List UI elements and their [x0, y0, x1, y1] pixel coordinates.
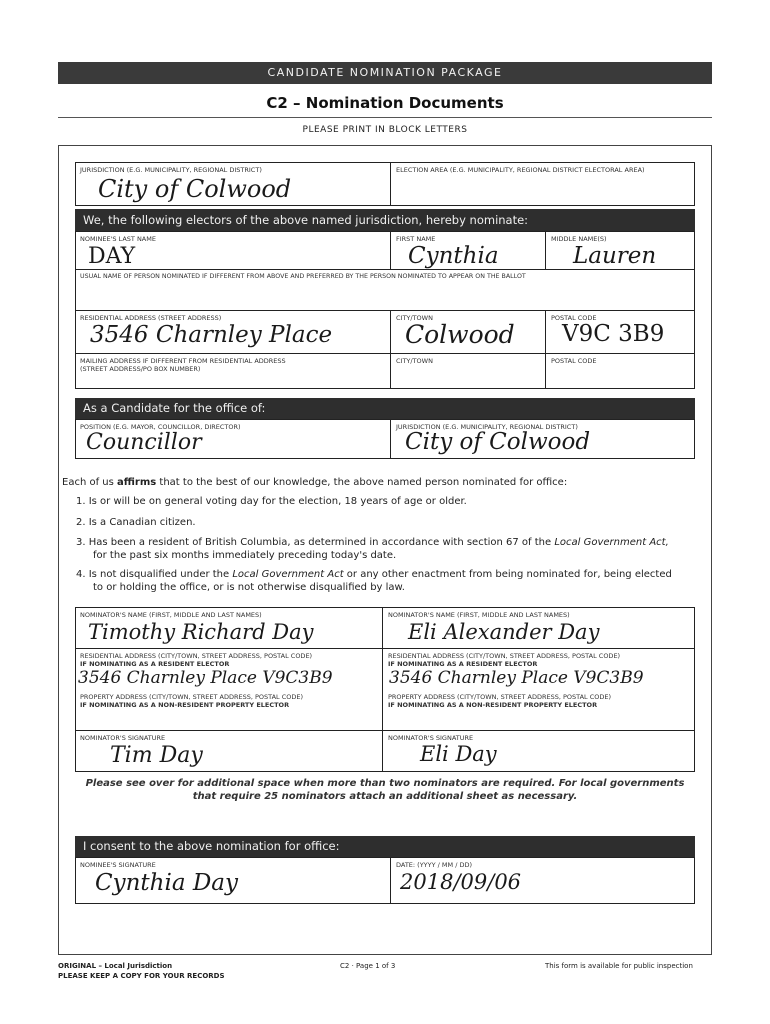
nominator-2-property-sublabel: IF NOMINATING AS A NON-RESIDENT PROPERTY ELECTOR [388, 701, 598, 709]
candidate-office-bar: As a Candidate for the office of: [75, 398, 695, 419]
title-divider [58, 117, 712, 118]
mailing-city-field[interactable] [396, 367, 541, 387]
affirm-intro-bold: affirms [117, 477, 157, 488]
city-label: CITY/TOWN [396, 314, 433, 322]
additional-nominators-note-cont: that require 25 nominators attach an additional sheet as necessary. [192, 791, 578, 802]
nominator-2-signature[interactable]: Eli Day [420, 742, 497, 766]
mailing-postal-label: POSTAL CODE [551, 357, 597, 365]
affirm-intro-end: that to the best of our knowledge, the above named person nominated for office: [156, 477, 568, 488]
nominee-last-name-label: NOMINEE'S LAST NAME [80, 235, 156, 243]
office-jurisdiction-field[interactable]: City of Colwood [405, 429, 591, 455]
divider [75, 353, 695, 354]
mailing-address-field[interactable] [80, 374, 385, 388]
affirm-item-3-start: 3. Has been a resident of British Columbia, as determined in accordance with section 67 of the [76, 537, 555, 548]
nominee-last-name-field[interactable]: DAY [88, 244, 136, 269]
nominator-2-residential-label: RESIDENTIAL ADDRESS (CITY/TOWN, STREET ADDRESS, POSTAL CODE) [388, 652, 621, 660]
nominator-2-residential-field[interactable]: 3546 Charnley Place V9C3B9 [389, 668, 644, 688]
nominator-1-property-label: PROPERTY ADDRESS (CITY/TOWN, STREET ADDRESS, POSTAL CODE) [80, 693, 304, 701]
election-area-field[interactable] [396, 176, 691, 204]
position-field[interactable]: Councillor [86, 430, 202, 455]
affirm-item-4 [76, 568, 672, 581]
nominator-2-property-field[interactable] [388, 710, 690, 728]
nominator-2-signature-label: NOMINATOR'S SIGNATURE [388, 734, 474, 742]
postal-code-field[interactable]: V9C 3B9 [562, 321, 665, 347]
affirm-item-4-mid: or any other enactment from being nominated for, being elected [343, 569, 672, 580]
divider [75, 310, 695, 311]
nominate-bar: We, the following electors of the above named jurisdiction, hereby nominate: [75, 209, 695, 231]
date-label: DATE: (YYYY / MM / DD) [396, 861, 472, 869]
first-name-label: FIRST NAME [396, 235, 436, 243]
divider [390, 231, 391, 269]
affirm-item-4-cont: to or holding the office, or is not otherwise disqualified by law. [93, 582, 405, 593]
footer-keep-copy: PLEASE KEEP A COPY FOR YOUR RECORDS [58, 972, 225, 980]
usual-name-field[interactable] [80, 282, 690, 308]
package-banner: CANDIDATE NOMINATION PACKAGE [58, 62, 712, 84]
divider [390, 857, 391, 904]
nominator-2-name-field[interactable]: Eli Alexander Day [408, 620, 600, 644]
affirm-item-3-act: Local Government Act, [554, 537, 669, 548]
middle-name-field[interactable]: Lauren [573, 243, 657, 269]
divider [545, 231, 546, 269]
nominator-1-name-field[interactable]: Timothy Richard Day [88, 620, 314, 644]
affirm-item-1: 1. Is or will be on general voting day for the election, 18 years of age or older. [76, 496, 467, 507]
affirm-item-3-cont: for the past six months immediately preceding today's date. [93, 550, 397, 561]
postal-code-label: POSTAL CODE [551, 314, 597, 322]
mailing-address-sublabel: (STREET ADDRESS/PO BOX NUMBER) [80, 365, 201, 373]
mailing-address-label: MAILING ADDRESS IF DIFFERENT FROM RESIDENTIAL ADDRESS [80, 357, 286, 365]
affirm-intro [62, 476, 567, 489]
residential-address-field[interactable]: 3546 Charnley Place [90, 322, 333, 348]
nominator-2-residential-sublabel: IF NOMINATING AS A RESIDENT ELECTOR [388, 660, 538, 668]
divider [382, 607, 383, 772]
nominator-1-signature-label: NOMINATOR'S SIGNATURE [80, 734, 166, 742]
usual-name-label: USUAL NAME OF PERSON NOMINATED IF DIFFERENT FROM ABOVE AND PREFERRED BY THE PERSON NOMINATED TO APPEAR ON THE BALLOT [80, 273, 526, 280]
jurisdiction-label: JURISDICTION (E.G. MUNICIPALITY, REGIONAL DISTRICT) [80, 166, 262, 174]
affirm-item-2: 2. Is a Canadian citizen. [76, 517, 196, 528]
mailing-postal-field[interactable] [551, 367, 691, 387]
nominator-2-property-label: PROPERTY ADDRESS (CITY/TOWN, STREET ADDRESS, POSTAL CODE) [388, 693, 612, 701]
additional-nominators-note: Please see over for additional space when more than two nominators are required. For local governments [85, 778, 685, 789]
consent-bar: I consent to the above nomination for office: [75, 836, 695, 857]
office-jurisdiction-label: JURISDICTION (E.G. MUNICIPALITY, REGIONAL DISTRICT) [396, 423, 578, 431]
footer-page-number: C2 · Page 1 of 3 [340, 962, 396, 970]
divider [75, 730, 695, 731]
nominee-signature[interactable]: Cynthia Day [95, 870, 238, 896]
nominator-1-property-sublabel: IF NOMINATING AS A NON-RESIDENT PROPERTY ELECTOR [80, 701, 290, 709]
nominator-1-residential-label: RESIDENTIAL ADDRESS (CITY/TOWN, STREET ADDRESS, POSTAL CODE) [80, 652, 313, 660]
nominee-signature-label: NOMINEE'S SIGNATURE [80, 861, 156, 869]
nominator-1-residential-sublabel: IF NOMINATING AS A RESIDENT ELECTOR [80, 660, 230, 668]
divider [390, 419, 391, 459]
affirm-intro-start: Each of us [62, 477, 118, 488]
position-label: POSITION (E.G. MAYOR, COUNCILLOR, DIRECTOR) [80, 423, 241, 431]
affirm-item-4-start: 4. Is not disqualified under the [76, 569, 233, 580]
nominator-1-name-label: NOMINATOR'S NAME (FIRST, MIDDLE AND LAST NAMES) [80, 611, 262, 619]
first-name-field[interactable]: Cynthia [408, 243, 499, 269]
nominator-1-property-field[interactable] [80, 710, 378, 728]
divider [390, 310, 391, 389]
city-field[interactable]: Colwood [405, 320, 515, 349]
divider [545, 310, 546, 389]
mailing-city-label: CITY/TOWN [396, 357, 433, 365]
divider [390, 162, 391, 206]
nominator-1-residential-field[interactable]: 3546 Charnley Place V9C3B9 [78, 668, 333, 688]
residential-address-label: RESIDENTIAL ADDRESS (STREET ADDRESS) [80, 314, 222, 322]
page-title: C2 – Nomination Documents [266, 94, 504, 112]
footer-public-inspection: This form is available for public inspection [545, 962, 693, 970]
nominator-2-name-label: NOMINATOR'S NAME (FIRST, MIDDLE AND LAST NAMES) [388, 611, 570, 619]
date-field[interactable]: 2018/09/06 [400, 870, 522, 894]
election-area-label: ELECTION AREA (E.G. MUNICIPALITY, REGIONAL DISTRICT ELECTORAL AREA) [396, 166, 645, 174]
affirm-item-4-act: Local Government Act [232, 569, 344, 580]
footer-original: ORIGINAL – Local Jurisdiction [58, 962, 173, 970]
middle-name-label: MIDDLE NAME(S) [551, 235, 607, 243]
page-subtitle: PLEASE PRINT IN BLOCK LETTERS [302, 125, 468, 135]
nominator-1-signature[interactable]: Tim Day [110, 743, 203, 768]
affirm-item-3 [76, 536, 669, 549]
divider [75, 648, 695, 649]
jurisdiction-field[interactable]: City of Colwood [98, 175, 292, 203]
divider [75, 269, 695, 270]
